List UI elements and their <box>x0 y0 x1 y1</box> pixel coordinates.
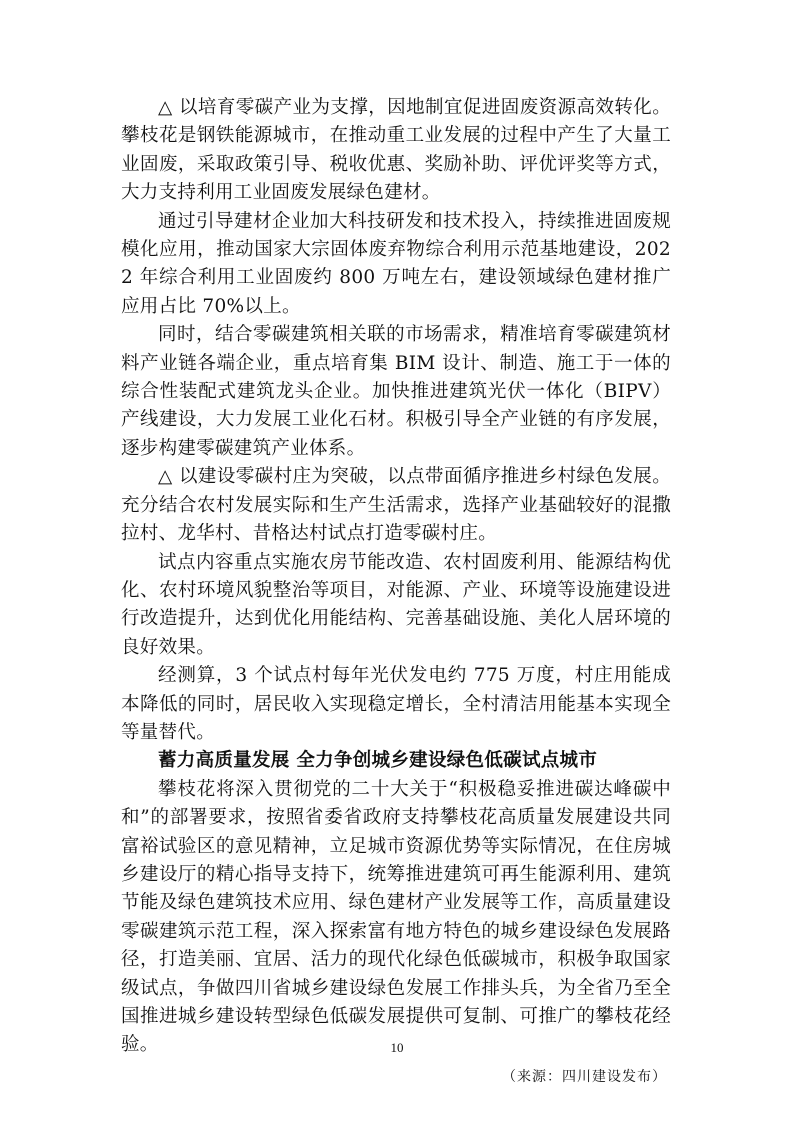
paragraph-solid-waste-utilization: 通过引导建材企业加大科技研发和技术投入，持续推进固废规模化应用，推动国家大宗固体废弃物综合利用示范基地建设，2022 年综合利用工业固废约 800 万吨左右，建设领域绿色建材推广应用占比 70%以上。 <box>121 210 671 317</box>
page-number: 10 <box>390 1040 404 1055</box>
paragraph-zero-carbon-industry: △ 以培育零碳产业为支撑，因地制宜促进固废资源高效转化。攀枝花是钢铁能源城市，在推动重工业发展的过程中产生了大量工业固废，采取政策引导、税收优惠、奖励补助、评优评奖等方式，大力支持利用工业固废发展绿色建材。 <box>121 97 671 204</box>
paragraph-zero-carbon-villages: △ 以建设零碳村庄为突破，以点带面循序推进乡村绿色发展。充分结合农村发展实际和生产生活需求，选择产业基础较好的混撒拉村、龙华村、昔格达村试点打造零碳村庄。 <box>121 466 671 545</box>
article-body <box>121 94 671 1088</box>
section-heading: 蓄力高质量发展 全力争创城乡建设绿色低碳试点城市 <box>158 750 598 772</box>
paragraph-industry-chain: 同时，结合零碳建筑相关联的市场需求，精准培育零碳建筑材料产业链各端企业，重点培育集 BIM 设计、制造、施工于一体的综合性装配式建筑龙头企业。加快推进建筑光伏一体化（BIPV）产线建设，大力发展工业化石材。积极引导全产业链的有序发展，逐步构建零碳建筑产业体系。 <box>121 324 671 459</box>
paragraph-closing: 攀枝花将深入贯彻党的二十大关于“积极稳妥推进碳达峰碳中和”的部署要求，按照省委省政府支持攀枝花高质量发展建设共同富裕试验区的意见精神，立足城市资源优势等实际情况，在住房城乡建设厅的精心指导支持下，统筹推进建筑可再生能源利用、建筑节能及绿色建筑技术应用、绿色建材产业发展等工作，高质量建设零碳建筑示范工程，深入探索富有地方特色的城乡建设绿色发展路径，打造美丽、宜居、活力的现代化绿色低碳城市，积极争取国家级试点，争做四川省城乡建设绿色发展工作排头兵，为全省乃至全国推进城乡建设转型绿色低碳发展提供可复制、可推广的攀枝花经验。 <box>121 778 671 1056</box>
source-note: （来源：四川建设发布） <box>502 1068 667 1085</box>
paragraph-measurement: 经测算，3 个试点村每年光伏发电约 775 万度，村庄用能成本降低的同时，居民收入实现稳定增长，全村清洁用能基本实现全等量替代。 <box>121 665 671 743</box>
paragraph-pilot-content: 试点内容重点实施农房节能改造、农村固废利用、能源结构优化、农村环境风貌整治等项目，对能源、产业、环境等设施建设进行改造提升，达到优化用能结构、完善基础设施、美化人居环境的良好效果。 <box>121 551 671 658</box>
